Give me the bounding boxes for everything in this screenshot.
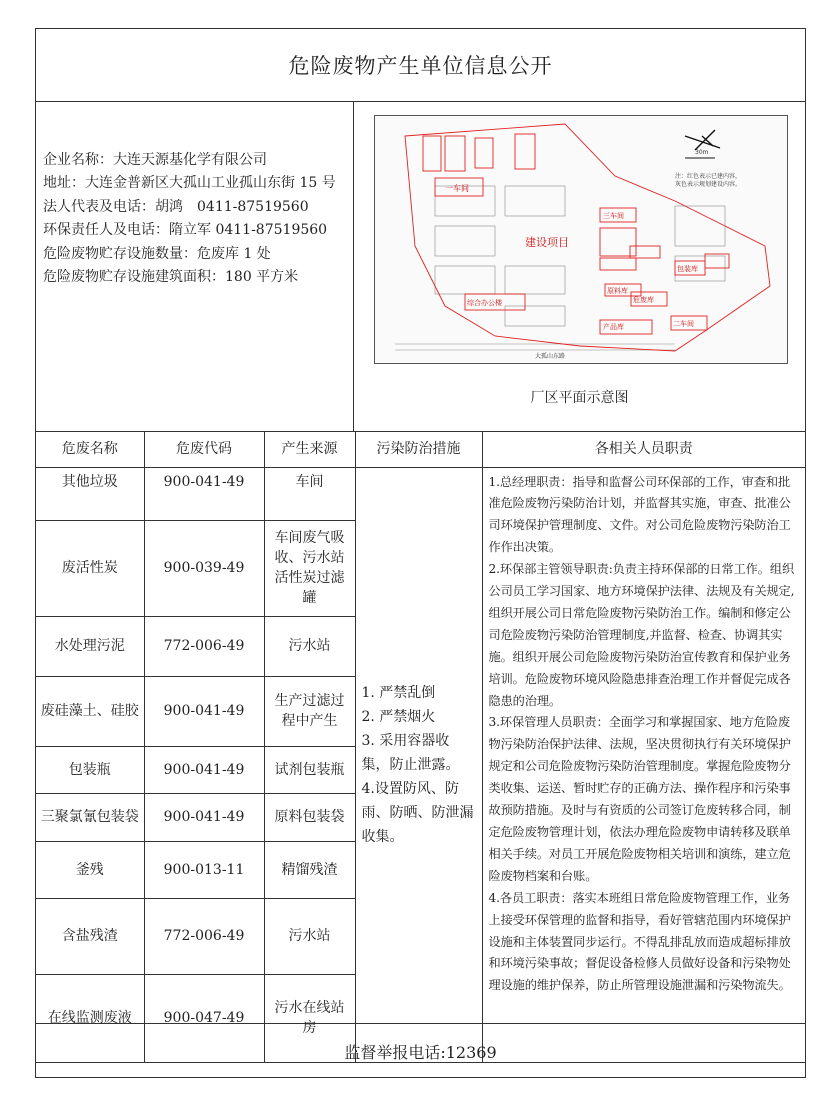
map-label-workshop1: 一车间 (445, 184, 469, 193)
table-header-row (36, 432, 805, 467)
waste-name: 水处理污泥 (36, 616, 144, 676)
waste-name: 包装瓶 (36, 746, 144, 793)
map-scale-label: 30m (695, 149, 709, 156)
staff-duties (482, 467, 805, 1062)
header-waste-name: 危废名称 (36, 432, 144, 467)
waste-code: 772-006-49 (144, 898, 264, 974)
waste-name: 含盐残渣 (36, 898, 144, 974)
map-legend-note-1: 注：红色表示已建内容， (675, 173, 742, 180)
map-label-hazwaste: 危废库 (633, 296, 654, 304)
waste-code: 900-041-49 (144, 676, 264, 746)
waste-code: 900-013-11 (144, 841, 264, 898)
waste-name: 釜残 (36, 841, 144, 898)
waste-source: 车间 (264, 467, 355, 520)
duty-employees: 4.各员工职责：落实本班组日常危险废物管理工作，业务上接受环保管理的监督和指导，看好管辖范围内环境保护设施和主体装置同步运行。不得乱排乱放而造成超标排放和环境污染事故；督促设备检修人员做好设备和污染物处理设施的维护保养，防止所管理设施泄漏和污染物流失。 (488, 890, 791, 993)
waste-source: 原料包装袋 (264, 793, 355, 841)
company-info (36, 101, 354, 432)
hazardous-waste-table (36, 432, 805, 1063)
map-label-finished: 产品库 (603, 323, 624, 331)
waste-name: 废活性炭 (36, 520, 144, 616)
waste-code: 772-006-49 (144, 616, 264, 676)
waste-name: 在线监测废液 (36, 974, 144, 1062)
waste-source: 试剂包装瓶 (264, 746, 355, 793)
measure-item: 2. 严禁烟火 (361, 708, 436, 725)
waste-source: 精馏残渣 (264, 841, 355, 898)
map-label-project: 建设项目 (525, 236, 569, 249)
storage-facility-area: 危险废物贮存设施建筑面积：180 平方米 (43, 269, 299, 286)
measure-item: 4.设置防风、防雨、防晒、防泄漏收集。 (361, 780, 474, 845)
storage-facility-count: 危险废物贮存设施数量：危废库 1 处 (43, 245, 271, 262)
waste-code: 900-041-49 (144, 793, 264, 841)
company-name: 企业名称：大连天源基化学有限公司 (43, 152, 267, 168)
pollution-measures (355, 467, 482, 1062)
measure-item: 3. 采用容器收集，防止泄露。 (361, 732, 460, 773)
measure-item: 1. 严禁乱倒 (361, 684, 436, 701)
waste-name: 其他垃圾 (36, 467, 144, 520)
table-row (36, 467, 805, 520)
waste-source: 污水站 (264, 616, 355, 676)
map-label-raw: 原料库 (607, 287, 628, 295)
site-plan-drawing (375, 116, 787, 363)
header-measures: 污染防治措施 (355, 432, 482, 467)
report-hotline: 监督举报电话:12369 (36, 1023, 805, 1078)
map-label-pack: 包装库 (677, 265, 698, 273)
site-plan-map (374, 115, 788, 364)
header-source: 产生来源 (264, 432, 355, 467)
site-plan-caption: 厂区平面示意图 (530, 390, 629, 406)
waste-source: 污水站 (264, 898, 355, 974)
waste-source: 生产过滤过程中产生 (264, 676, 355, 746)
map-label-road: 大孤山东路 (535, 353, 566, 360)
waste-code: 900-039-49 (144, 520, 264, 616)
map-label-office: 综合办公楼 (467, 299, 502, 307)
waste-source: 污水在线站房 (264, 974, 355, 1062)
waste-name: 三聚氯氰包装袋 (36, 793, 144, 841)
site-plan-cell (354, 101, 805, 432)
map-legend-note-2: 灰色表示规划建设内容。 (675, 181, 742, 188)
legal-representative: 法人代表及电话：胡鸿 0411-87519560 (43, 198, 309, 215)
waste-code: 900-047-49 (144, 974, 264, 1062)
header-duties: 各相关人员职责 (482, 432, 805, 467)
map-label-workshop3: 三车间 (603, 212, 624, 220)
waste-source: 车间废气吸收、污水站活性炭过滤罐 (264, 520, 355, 616)
duty-general-manager: 1.总经理职责：指导和监督公司环保部的工作，审查和批准危险废物污染防治计划，并监督其实施，审查、批准公司环境保护管理制度、文件。对公司危险废物污染防治工作作出决策。 (488, 474, 791, 555)
page-title: 危险废物产生单位信息公开 (36, 29, 805, 102)
map-label-workshop2: 二车间 (673, 320, 694, 328)
duty-env-staff: 3.环保管理人员职责：全面学习和掌握国家、地方危险废物污染防治保护法律、法规，坚决贯彻执行有关环境保护规定和公司危险废物污染防治管理制度。掌握危险废物分类收集、运送、暂时贮存的正确方法、操作程序和污染事故预防措施。及时与有资质的公司签订危废转移合同，制定危险废物管理计划，依法办理危险废物申请转移及联单相关手续。对员工开展危险废物相关培训和演练，建立危险废物档案和台账。 (488, 715, 791, 883)
company-address: 地址：大连金普新区大孤山工业孤山东街 15 号 (43, 175, 336, 192)
waste-code: 900-041-49 (144, 746, 264, 793)
header-waste-code: 危废代码 (144, 432, 264, 467)
environmental-officer: 环保责任人及电话：隋立军 0411-87519560 (43, 222, 328, 239)
waste-code: 900-041-49 (144, 467, 264, 520)
duty-env-director: 2.环保部主管领导职责:负责主持环保部的日常工作。组织公司员工学习国家、地方环境保护法律、法规及有关规定,组织开展公司日常危险废物污染防治工作。编制和修定公司危险废物污染防治管理制度,并监督、检查、协调其实施。组织开展公司危险废物污染防治宣传教育和保护业务培训。危险废物环境风险隐患排查治理工作并督促完成各隐患的治理。 (488, 562, 795, 708)
disclosure-sheet (35, 28, 806, 1078)
waste-name: 废硅藻土、硅胶 (36, 676, 144, 746)
